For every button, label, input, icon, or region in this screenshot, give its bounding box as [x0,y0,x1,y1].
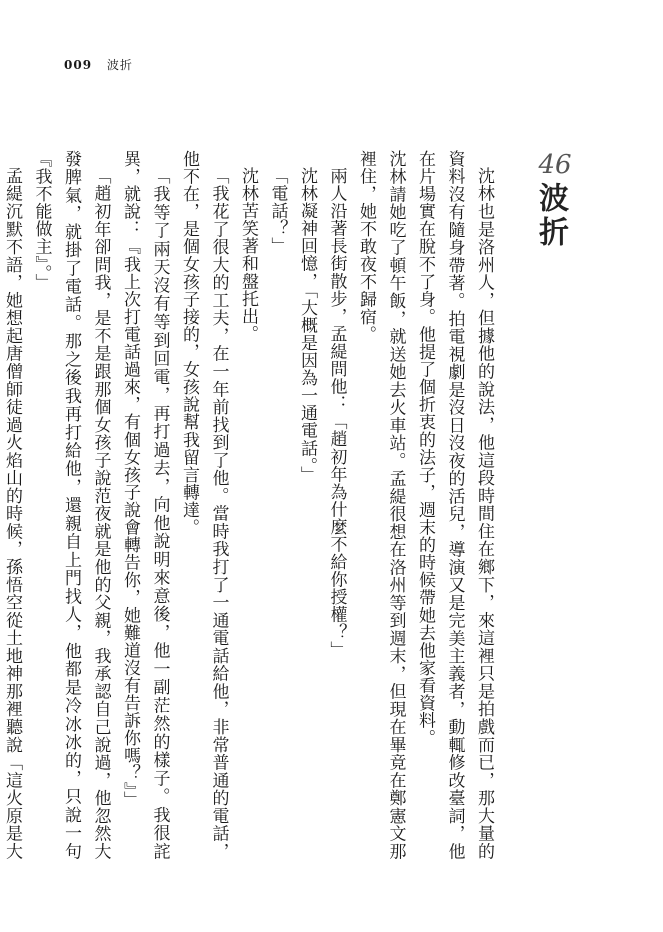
paragraph: 沈林苦笑著和盤托出。 [238,167,258,343]
page-number: 009 [64,58,93,72]
paragraph: 兩人沿著長街散步，孟緹問他：「趙初年為什麼不給你授權？」 [326,167,347,659]
paragraph: 「電話？」 [267,167,288,255]
running-title: 波折 [106,58,133,72]
paragraph: 孟緹沉默不語，她想起唐僧師徒過火焰山的時候，孫悟空從土地神那裡聽說「這火原是大 [2,167,22,860]
paragraph: 「趙初年卻問我，是不是跟那個女孩子說范夜就是他的父親，我承認自己說過，他忽然大發脾氣，就掛了電話。那之後我再打給他，還親自上門找人，他都是冷冰冰的，只說一句『我不能做主』。」 [31,150,111,860]
running-head [64,56,133,73]
paragraph: 沈林也是洛州人，但據他的說法，他這段時間住在鄉下，來這裡只是拍戲而已，那大量的資料沒有隨身帶著。拍電視劇是沒日沒夜的活兒，導演又是完美主義者，動輒修改臺詞，他在片場實在脫不了身。他提了個折衷的法子，週末的時候帶她去他家看資料。 [415,150,494,860]
paragraph: 「我等了兩天沒有等到回電，再打過去，向他說明來意後，他一副茫然的樣子。我很詫異，就說：『我上次打電話過來，有個女孩子說會轉告你，她難道沒有告訴你嗎？』」 [120,150,170,860]
chapter-number: 46 [538,150,572,180]
chapter-heading [520,150,590,270]
paragraph: 沈林請她吃了頓午飯，就送她去火車站。孟緹很想在洛州等到週末，但現在畢竟在鄭憲文那裡住，她不敢夜不歸宿。 [356,150,406,860]
chapter-title: 波折 [533,182,568,250]
paragraph: 「我花了很大的工夫，在一年前找到了他。當時我打了一通電話給他，非常普通的電話，他不在，是個女孩子接的，女孩說幫我留言轉達。 [179,150,229,860]
paragraph: 沈林凝神回憶，「大概是因為一通電話。」 [297,167,317,484]
body-text [2,150,498,860]
